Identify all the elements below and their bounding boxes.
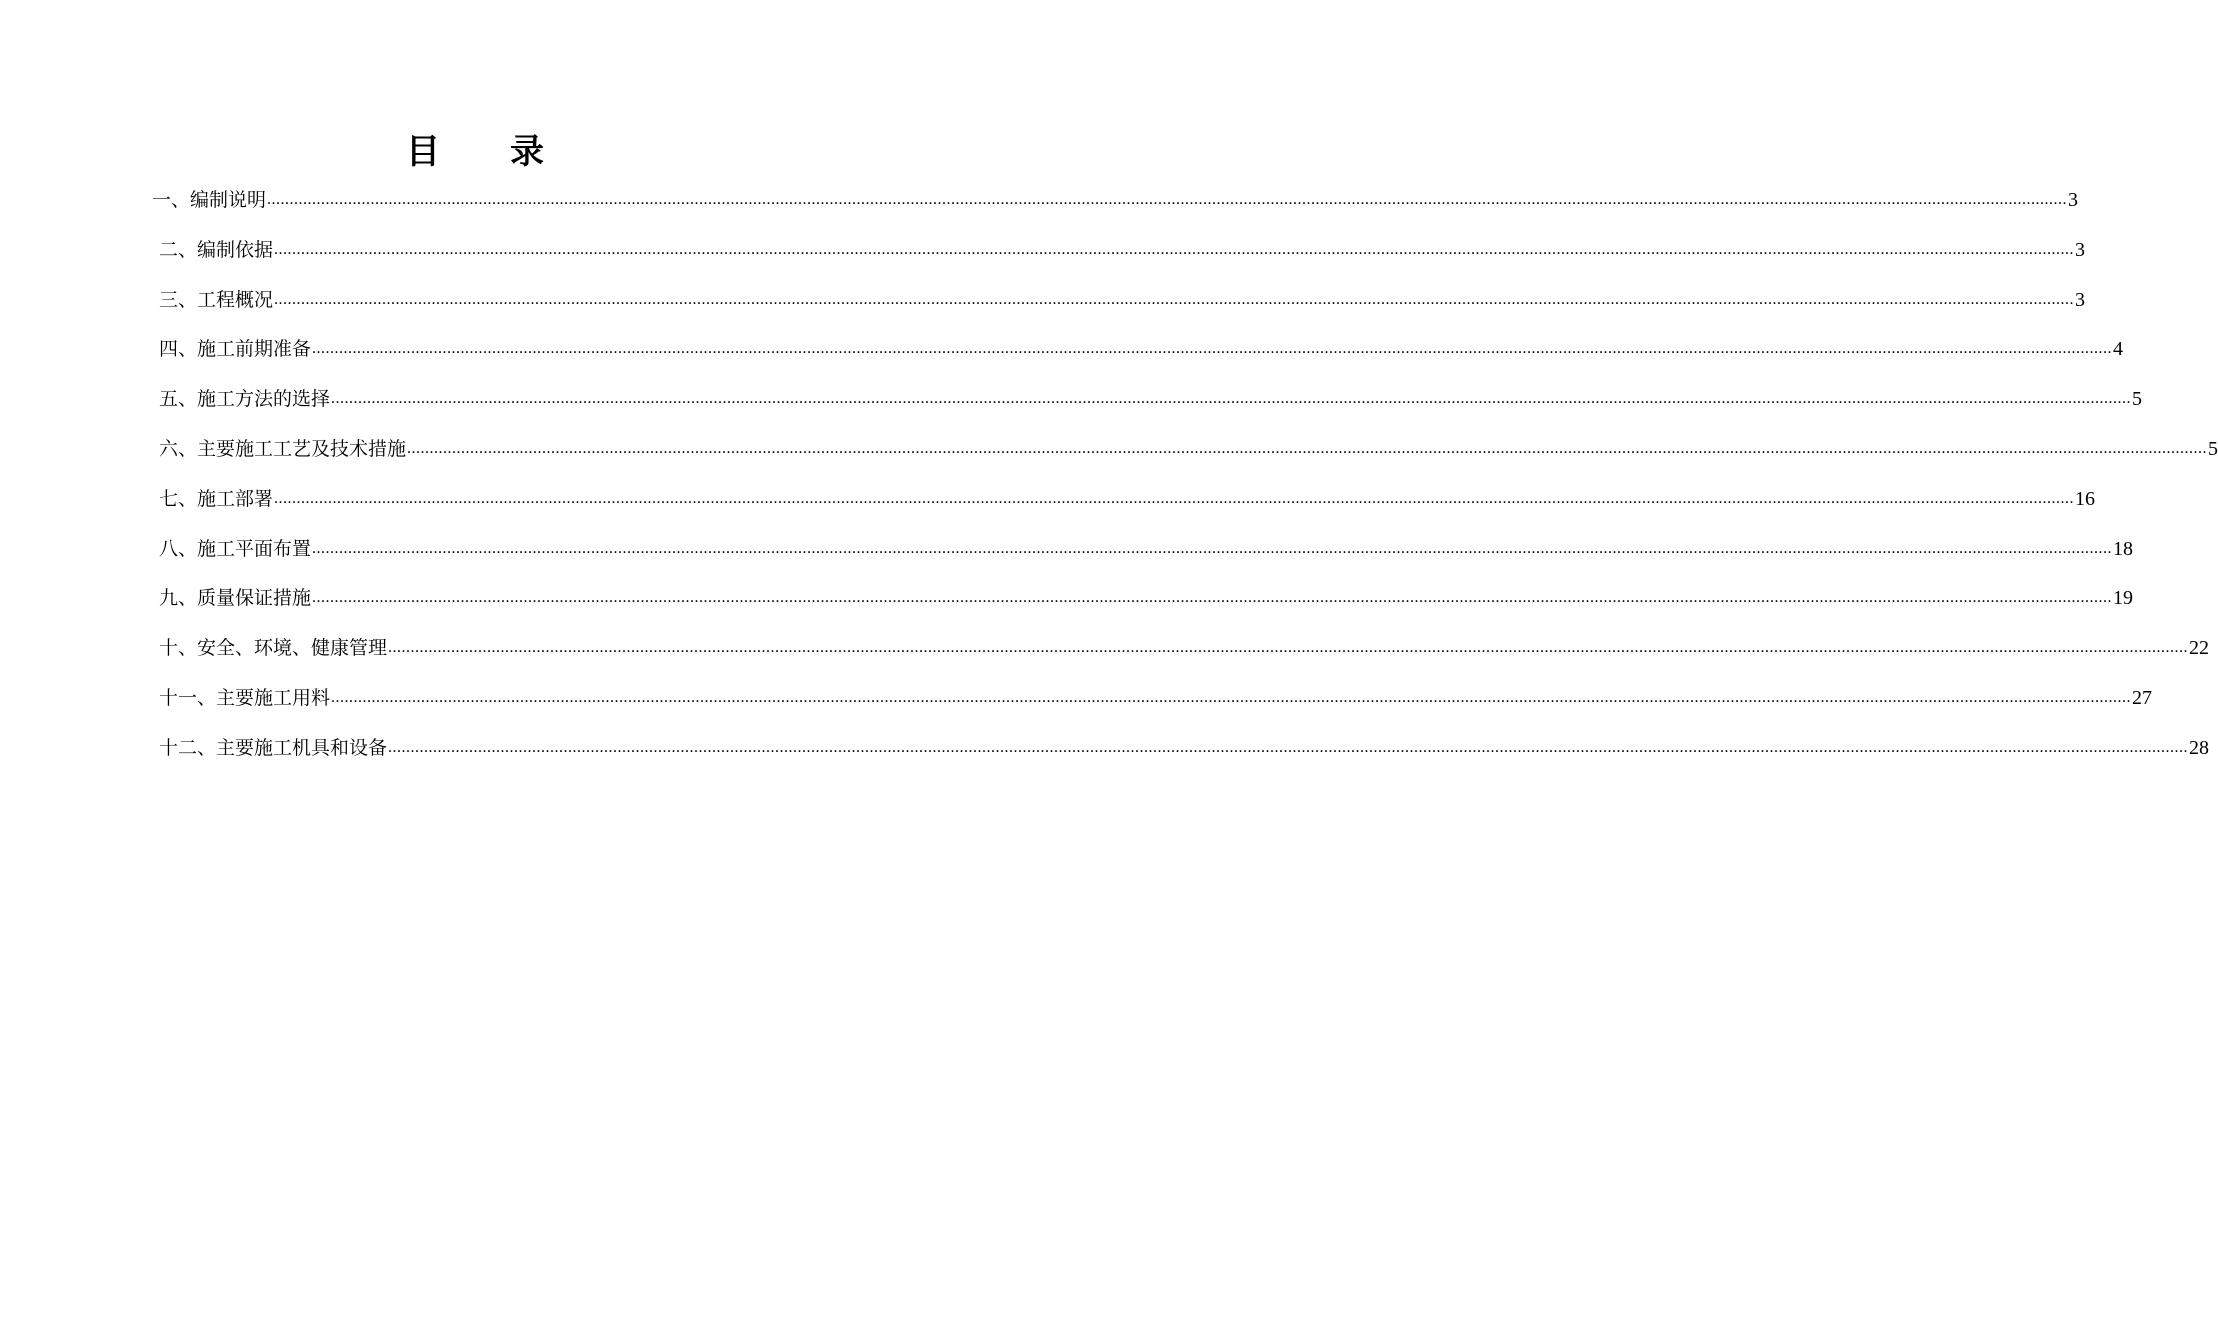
toc-entry-page: 28 bbox=[2189, 736, 2210, 759]
toc-entry-leader: ................................................................................................................................................................................................................................................................................................................................................................................................................ bbox=[407, 439, 2208, 457]
toc-entry-label: 九、质量保证措施 bbox=[159, 578, 312, 618]
toc-entry-page: 3 bbox=[2075, 288, 2086, 311]
toc-entry-label: 十、安全、环境、健康管理 bbox=[159, 628, 388, 668]
toc-entry[interactable] bbox=[0, 578, 2134, 628]
toc-entry-leader: ................................................................................................................................................................................................................................................................................................................................................................................................................ bbox=[331, 688, 2132, 706]
toc-entry-page: 4 bbox=[2113, 338, 2124, 361]
toc-title bbox=[0, 128, 950, 176]
toc-entry-label: 二、编制依据 bbox=[159, 230, 274, 270]
toc-entry-page: 18 bbox=[2113, 537, 2134, 560]
toc-entry[interactable] bbox=[0, 429, 2218, 479]
toc-list bbox=[0, 180, 2218, 778]
toc-entry-page: 5 bbox=[2208, 437, 2218, 460]
toc-entry-label: 五、施工方法的选择 bbox=[159, 379, 331, 419]
toc-entry-leader: ................................................................................................................................................................................................................................................................................................................................................................................................................ bbox=[388, 639, 2189, 657]
toc-entry-label: 十二、主要施工机具和设备 bbox=[159, 728, 388, 768]
toc-entry-label: 一、编制说明 bbox=[152, 180, 267, 220]
toc-entry-label: 八、施工平面布置 bbox=[159, 529, 312, 569]
toc-entry-page: 19 bbox=[2113, 587, 2134, 610]
toc-entry[interactable] bbox=[0, 479, 2096, 529]
toc-entry-leader: ................................................................................................................................................................................................................................................................................................................................................................................................................ bbox=[267, 191, 2068, 208]
toc-entry[interactable] bbox=[0, 728, 2210, 778]
toc-entry-label: 三、工程概况 bbox=[159, 280, 274, 320]
toc-entry-page: 27 bbox=[2132, 686, 2153, 709]
toc-entry-page: 3 bbox=[2068, 189, 2079, 211]
toc-entry-label: 十一、主要施工用料 bbox=[159, 678, 331, 718]
toc-entry-page: 22 bbox=[2189, 637, 2210, 660]
toc-entry-leader: ................................................................................................................................................................................................................................................................................................................................................................................................................ bbox=[274, 489, 2075, 507]
toc-entry-leader: ................................................................................................................................................................................................................................................................................................................................................................................................................ bbox=[274, 290, 2075, 308]
toc-title-char-1: 目 bbox=[406, 132, 440, 172]
toc-entry[interactable] bbox=[0, 180, 2079, 230]
toc-entry-leader: ................................................................................................................................................................................................................................................................................................................................................................................................................ bbox=[312, 539, 2113, 557]
toc-entry[interactable] bbox=[0, 678, 2153, 728]
toc-entry[interactable] bbox=[0, 379, 2143, 429]
toc-entry-page: 16 bbox=[2075, 487, 2096, 510]
toc-entry-page: 5 bbox=[2132, 388, 2143, 411]
toc-entry-leader: ................................................................................................................................................................................................................................................................................................................................................................................................................ bbox=[312, 340, 2113, 358]
toc-entry[interactable] bbox=[0, 230, 2086, 280]
toc-entry[interactable] bbox=[0, 329, 2124, 379]
toc-title-char-2: 录 bbox=[510, 132, 544, 172]
toc-entry-leader: ................................................................................................................................................................................................................................................................................................................................................................................................................ bbox=[312, 589, 2113, 607]
toc-entry[interactable] bbox=[0, 628, 2210, 678]
toc-entry-leader: ................................................................................................................................................................................................................................................................................................................................................................................................................ bbox=[388, 738, 2189, 756]
toc-entry[interactable] bbox=[0, 280, 2086, 330]
toc-entry[interactable] bbox=[0, 529, 2134, 579]
toc-entry-label: 四、施工前期准备 bbox=[159, 329, 312, 369]
toc-entry-leader: ................................................................................................................................................................................................................................................................................................................................................................................................................ bbox=[274, 240, 2075, 258]
toc-entry-leader: ................................................................................................................................................................................................................................................................................................................................................................................................................ bbox=[331, 390, 2132, 408]
toc-entry-label: 六、主要施工工艺及技术措施 bbox=[159, 429, 407, 469]
toc-entry-label: 七、施工部署 bbox=[159, 479, 274, 519]
toc-entry-page: 3 bbox=[2075, 238, 2086, 261]
